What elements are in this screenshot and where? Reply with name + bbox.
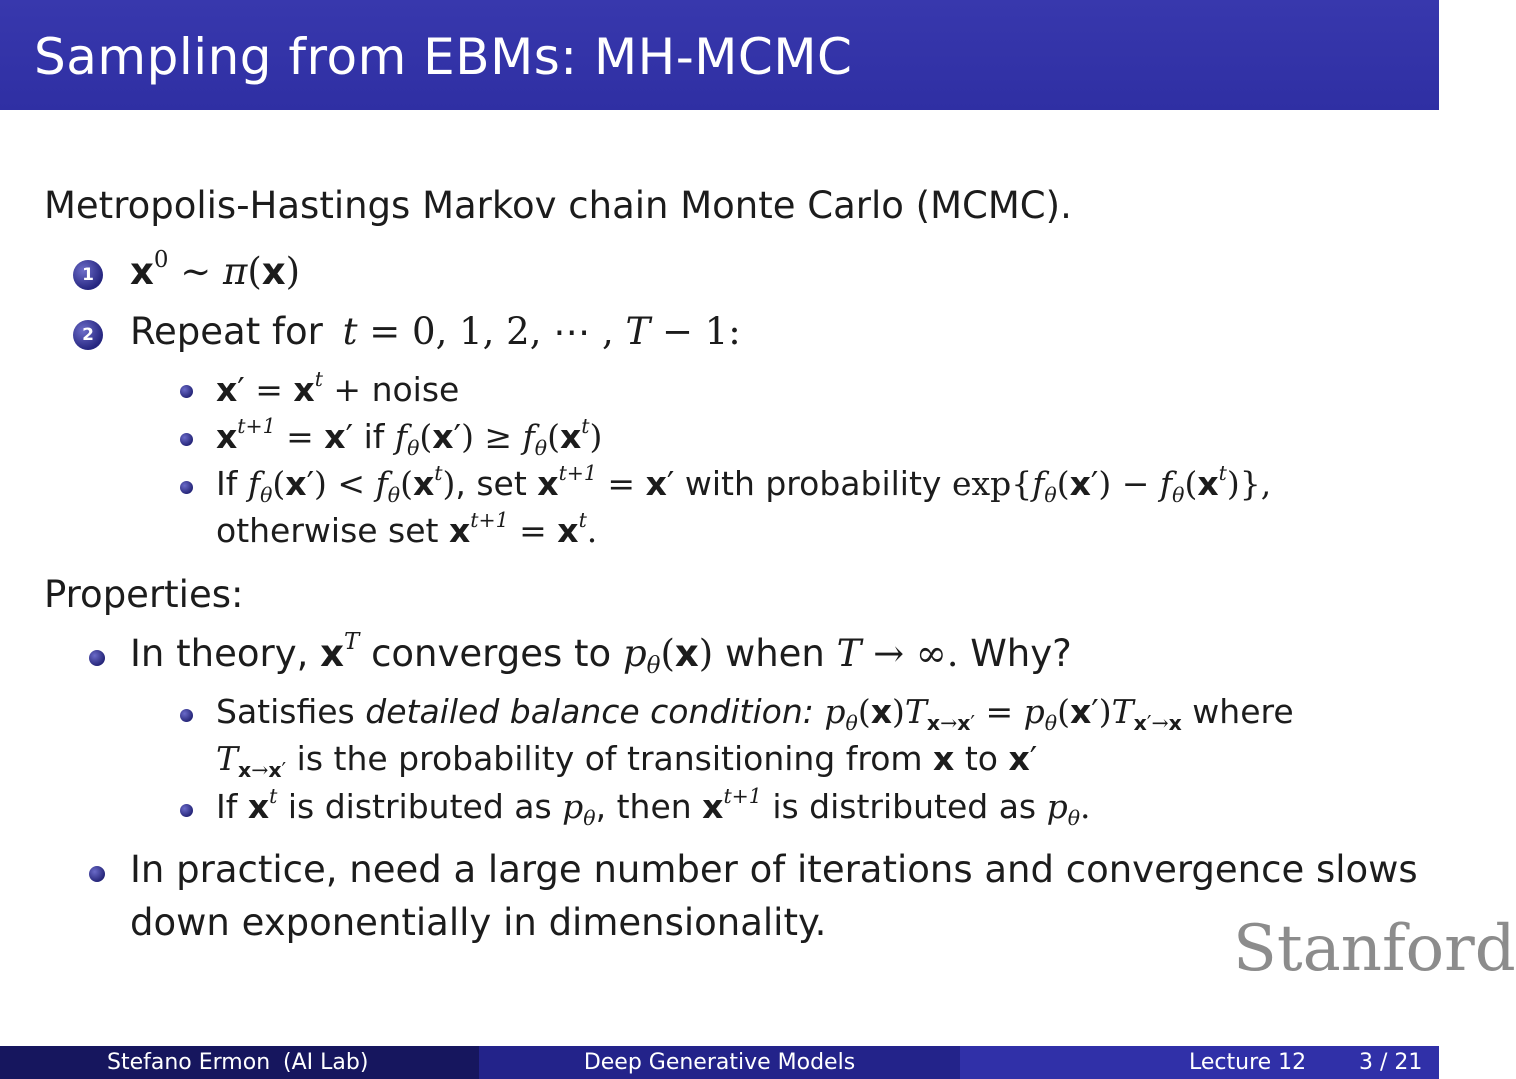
- footer-author: Stefano Ermon: [107, 1050, 271, 1075]
- substep-3-line2: otherwise set $x^{t+1} = x^t$.: [216, 507, 598, 550]
- footer-course-section: [479, 1046, 960, 1079]
- satisfies-word: Satisfies: [216, 692, 355, 731]
- subproperty-bullet: [180, 709, 193, 722]
- step-2-text: Repeat for t = 0, 1, 2, ⋯ , T − 1:: [130, 310, 741, 353]
- slide-footer: [0, 1046, 1439, 1079]
- then-word: , then: [595, 787, 692, 826]
- repeat-for-label: Repeat for: [130, 310, 323, 353]
- intro-text: Metropolis-Hastings Markov chain Monte Carlo (MCMC).: [44, 184, 1072, 227]
- when-word: when: [724, 632, 825, 675]
- subproperty-1-line2: $T_{x\to x'}$ is the probability of transitioning from x to x′: [216, 739, 1038, 782]
- substep-2: $x^{t+1} = x'$ if $f_\theta(x') \ge f_\theta(x^t)$: [216, 413, 603, 460]
- properties-heading: Properties:: [44, 573, 244, 616]
- step-number-2: 2: [73, 320, 103, 350]
- slide-header: [0, 0, 1439, 110]
- noise-word: noise: [371, 370, 460, 409]
- if-cap-word: If: [216, 787, 238, 826]
- subproperty-2: If $x^t$ is distributed as $p_\theta$, then $x^{t+1}$ is distributed as $p_\theta$.: [216, 783, 1091, 830]
- footer-page-section: [960, 1046, 1439, 1079]
- in-theory-phrase: In theory,: [130, 632, 309, 675]
- footer-author-section: [0, 1046, 479, 1079]
- property-2-line1: In practice, need a large number of iterations and convergence slows: [130, 848, 1418, 891]
- footer-lecture: Lecture 12: [1189, 1050, 1307, 1075]
- substep-1: $x' = x^t$ + noise: [216, 366, 460, 409]
- substep-3-line1: If $f_\theta(x') < f_\theta(x^t)$, set $x^{t+1} = x'$ with probability $\exp\{f_\theta(x') - f_\theta(x^t)\}$,: [216, 460, 1272, 507]
- with-probability-phrase: with probability: [684, 464, 942, 503]
- property-bullet: [89, 866, 105, 882]
- step-1-formula: $x^0$ ∼ π(x): [130, 246, 301, 293]
- property-bullet: [89, 650, 105, 666]
- distributed-as-phrase: is distributed as: [287, 787, 552, 826]
- transition-desc-phrase: is the probability of transitioning from: [296, 739, 923, 778]
- property-1: In theory, $x^T$ converges to $p_\theta(x)$ when T → ∞. Why?: [130, 628, 1072, 680]
- if-word: if: [363, 417, 385, 456]
- footer-affiliation: (AI Lab): [283, 1050, 369, 1075]
- property-2-line2: down exponentially in dimensionality.: [130, 901, 827, 944]
- footer-page-number: 3 / 21: [1359, 1050, 1423, 1075]
- footer-course: Deep Generative Models: [583, 1050, 856, 1075]
- if-cap-word: If: [216, 464, 238, 503]
- detailed-balance-phrase: detailed balance condition: [365, 692, 803, 731]
- subproperty-1-line1: Satisfies detailed balance condition: $p_\theta(x)T_{x\to x'} = p_\theta(x')T_{x'\to x}$ where: [216, 692, 1294, 735]
- set-word: , set: [455, 464, 527, 503]
- where-word: where: [1192, 692, 1294, 731]
- converges-to-phrase: converges to: [371, 632, 612, 675]
- substep-bullet: [180, 481, 193, 494]
- subproperty-bullet: [180, 804, 193, 817]
- to-word: to: [964, 739, 998, 778]
- otherwise-set-phrase: otherwise set: [216, 511, 439, 550]
- distributed-as-phrase: is distributed as: [772, 787, 1037, 826]
- substep-bullet: [180, 433, 193, 446]
- stanford-watermark-logo: Stanford: [1233, 912, 1516, 986]
- why-word: Why?: [970, 632, 1072, 675]
- substep-bullet: [180, 385, 193, 398]
- step-number-1: 1: [73, 260, 103, 290]
- slide-title: Sampling from EBMs: MH-MCMC: [34, 28, 853, 86]
